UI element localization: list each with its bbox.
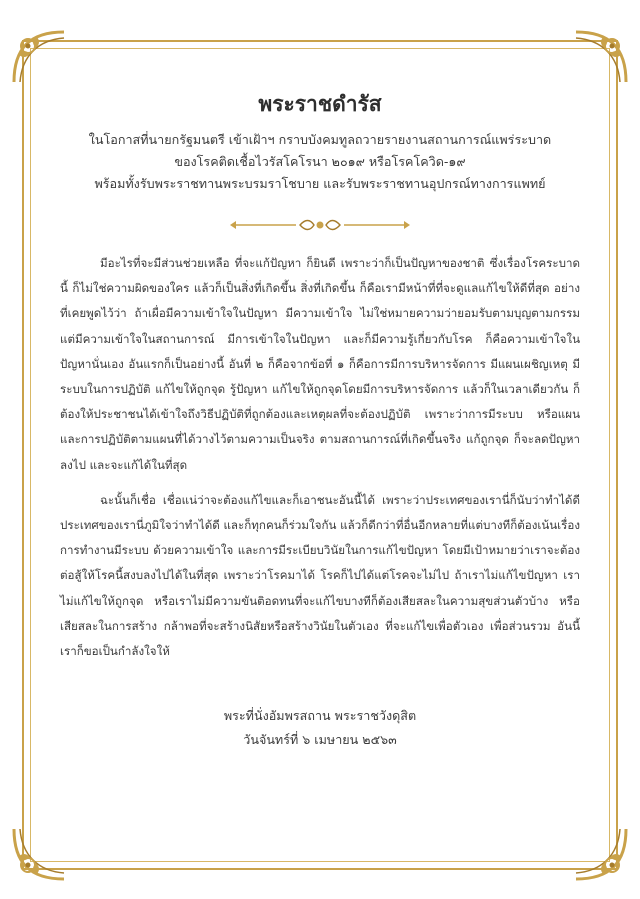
body-paragraph: ฉะนั้นก็เชื่อ เชื่อแน่ว่าจะต้องแก้ไขและก็เอาชนะอันนี้ได้ เพราะว่าประเทศของเรานี่ก็นับว่าทำได้ดี ประเทศของเรานี่ภูมิใจว่าทำได้ดี และก็ทุกคนก็ร่วมใจกัน แล้วก็ดีกว่าที่อื่นอีกหลายที่แต่บางทีก็ต้องเน้นเรื่องการทำงานมีระบบ ด้วยความเข้าใจ และการมีระเบียบวินัยในการแก้ไขปัญหา โดยมีเป้าหมายว่าเราจะต้องต่อสู้ให้โรคนี้สงบลงไปได้ในที่สุด เพราะว่าโรคมาได้ โรคก็ไปได้แต่โรคจะไม่ไป ถ้าเราไม่แก้ไขปัญหา เราไม่แก้ไขให้ถูกจุด หรือเราไม่มีความขันติอดทนที่จะแก้ไขบางทีก็ต้องเสียสละในความสุขส่วนตัวบ้าง หรือเสียสละในการสร้าง กล้าพอที่จะสร้างนิสัยหรือสร้างวินัยในตัวเอง ที่จะแก้ไขเพื่อตัวเอง เพื่อส่วนรวม อันนี้เราก็ขอเป็นกำลังใจให้: [60, 492, 580, 659]
document-content: [60, 82, 580, 752]
subtitle-line: ในโอกาสที่นายกรัฐมนตรี เข้าเฝ้าฯ กราบบังคมทูลถวายรายงานสถานการณ์แพร่ระบาด: [88, 132, 552, 147]
ornamental-corner-icon: [10, 825, 68, 883]
body-paragraph: มีอะไรที่จะมีส่วนช่วยเหลือ ที่จะแก้ปัญหา ก็ยินดี เพราะว่าก็เป็นปัญหาของชาติ ซึ่งเรื่องโรคระบาดนี้ ก็ไม่ใช่ความผิดของใคร แล้วก็เป็นสิ่งที่เกิดขึ้น สิ่งที่เกิดขึ้น ก็คือเรามีหน้าที่ที่จะดูแลแก้ไขให้ดีที่สุด อย่างที่เคยพูดไว้ว่า ถ้าเผื่อมีความเข้าใจในปัญหา มีความเข้าใจ ไม่ใช่หมายความว่ายอมรับตามบุญตามกรรม แต่มีความเข้าใจในสถานการณ์ มีการเข้าใจในปัญหา และก็มีความรู้เกี่ยวกับโรค ก็คือความเข้าใจในปัญหานั่นเอง อันแรกก็เป็นอย่างนี้ อันที่ ๒ ก็คือจากข้อที่ ๑ ก็คือการมีการบริหารจัดการ มีแผนเผชิญเหตุ มีระบบในการปฏิบัติ แก้ไขให้ถูกจุด รู้ปัญหา แก้ไขให้ถูกจุดโดยมีการบริหารจัดการ แล้วก็ในเวลาเดียวกัน ก็ต้องให้ประชาชนได้เข้าใจถึงวิธีปฏิบัติที่ถูกต้องและเหตุผลที่จะต้องปฏิบัติ เพราะว่าการมีระบบ หรือแผน และการปฏิบัติตามแผนที่ได้วางไว้ตามความเป็นจริง ตามสถานการณ์ที่เกิดขึ้นจริง แก้ถูกจุด ก็จะลดปัญหาลงไป และจะแก้ได้ในที่สุด: [60, 256, 580, 472]
closing-place: พระที่นั่งอัมพรสถาน พระราชวังดุสิต: [223, 708, 417, 724]
closing-block: [60, 704, 580, 752]
ornamental-corner-icon: [572, 825, 630, 883]
ornamental-corner-icon: [10, 28, 68, 86]
document-subtitle: [60, 129, 580, 195]
subtitle-line: พร้อมทั้งรับพระราชทานพระบรมราโชบาย และรับพระราชทานอุปกรณ์ทางการแพทย์: [94, 176, 546, 191]
ornamental-divider-icon: [230, 217, 410, 233]
document-title: พระราชดำรัส: [258, 92, 382, 116]
closing-date: วันจันทร์ที่ ๖ เมษายน ๒๕๖๓: [243, 732, 397, 748]
ornamental-corner-icon: [572, 28, 630, 86]
subtitle-line: ของโรคติดเชื้อไวรัสโคโรนา ๒๐๑๙ หรือโรคโควิด-๑๙: [174, 154, 466, 169]
